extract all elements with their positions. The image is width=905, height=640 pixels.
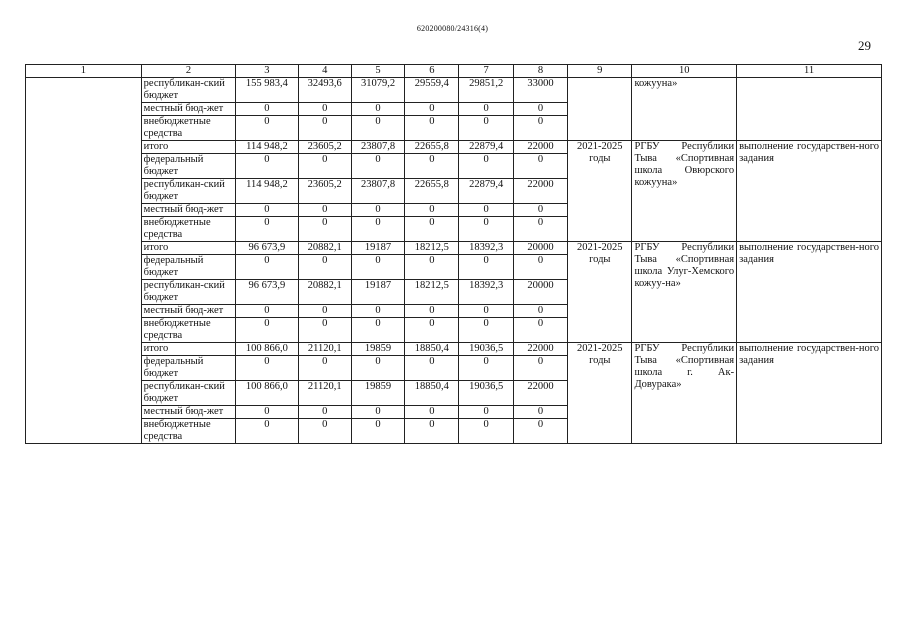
result-cell: выполнение государствен-ного задания [737,242,882,343]
row-label: местный бюд-жет [141,103,236,116]
value-cell: 19187 [351,242,404,255]
value-cell: 0 [513,406,567,419]
period-cell: 2021-2025 годы [568,242,632,343]
value-cell: 0 [513,419,567,444]
row-label: местный бюд-жет [141,204,236,217]
period-cell: 2021-2025 годы [568,141,632,242]
value-cell: 32493,6 [298,78,351,103]
row-label: итого [141,242,236,255]
value-cell: 0 [513,103,567,116]
value-cell: 23605,2 [298,141,351,154]
value-cell: 0 [513,154,567,179]
column-header: 8 [513,65,567,78]
value-cell: 22000 [513,343,567,356]
value-cell: 0 [513,116,567,141]
value-cell: 0 [405,305,459,318]
value-cell: 0 [513,204,567,217]
value-cell: 0 [405,419,459,444]
value-cell: 23807,8 [351,179,404,204]
value-cell: 21120,1 [298,343,351,356]
value-cell: 19036,5 [459,381,513,406]
value-cell: 0 [405,154,459,179]
row-label: итого [141,343,236,356]
value-cell: 0 [236,356,298,381]
value-cell: 0 [513,318,567,343]
column-header: 6 [405,65,459,78]
row-label: республикан-ский бюджет [141,381,236,406]
value-cell: 0 [351,356,404,381]
value-cell: 0 [298,419,351,444]
value-cell: 114 948,2 [236,179,298,204]
value-cell: 18850,4 [405,343,459,356]
value-cell: 0 [351,305,404,318]
column-header: 7 [459,65,513,78]
table-row [26,242,882,255]
result-cell [737,78,882,141]
value-cell: 0 [405,255,459,280]
value-cell: 0 [236,255,298,280]
value-cell: 18212,5 [405,280,459,305]
row-label: внебюджетные средства [141,318,236,343]
value-cell: 0 [459,154,513,179]
row-label: федеральный бюджет [141,356,236,381]
row-label: местный бюд-жет [141,406,236,419]
value-cell: 0 [236,154,298,179]
column-header: 3 [236,65,298,78]
value-cell: 22879,4 [459,141,513,154]
value-cell: 0 [459,255,513,280]
value-cell: 100 866,0 [236,343,298,356]
table-row [26,141,882,154]
value-cell: 19859 [351,343,404,356]
value-cell: 0 [459,356,513,381]
value-cell: 29851,2 [459,78,513,103]
column-header: 9 [568,65,632,78]
value-cell: 22655,8 [405,179,459,204]
result-cell: выполнение государствен-ного задания [737,141,882,242]
column-header: 11 [737,65,882,78]
value-cell: 0 [351,154,404,179]
row-label: итого [141,141,236,154]
table-row [26,78,882,103]
value-cell: 20000 [513,280,567,305]
value-cell: 29559,4 [405,78,459,103]
value-cell: 0 [459,305,513,318]
value-cell: 0 [351,204,404,217]
header-row [26,65,882,78]
value-cell: 0 [459,419,513,444]
value-cell: 114 948,2 [236,141,298,154]
value-cell: 0 [298,116,351,141]
page-number: 29 [858,38,871,53]
value-cell: 0 [513,305,567,318]
value-cell: 96 673,9 [236,242,298,255]
value-cell: 0 [405,406,459,419]
table-body [26,65,882,444]
value-cell: 0 [298,318,351,343]
budget-table [25,64,882,444]
value-cell: 0 [298,356,351,381]
value-cell: 0 [236,103,298,116]
value-cell: 22000 [513,381,567,406]
row-label: внебюджетные средства [141,419,236,444]
value-cell: 0 [236,116,298,141]
value-cell: 0 [459,318,513,343]
value-cell: 0 [405,204,459,217]
value-cell: 0 [298,217,351,242]
executor-cell: РГБУ Республики Тыва «Спортивная школа г. Ак-Довурака» [632,343,737,444]
value-cell: 18212,5 [405,242,459,255]
value-cell: 0 [513,356,567,381]
value-cell: 0 [236,406,298,419]
value-cell: 21120,1 [298,381,351,406]
executor-cell: РГБУ Республики Тыва «Спортивная школа Улуг-Хемского кожуу-на» [632,242,737,343]
row-label: федеральный бюджет [141,154,236,179]
col1-cell [26,78,142,444]
value-cell: 0 [298,103,351,116]
value-cell: 0 [236,204,298,217]
value-cell: 155 983,4 [236,78,298,103]
value-cell: 22000 [513,179,567,204]
value-cell: 0 [298,204,351,217]
value-cell: 31079,2 [351,78,404,103]
value-cell: 100 866,0 [236,381,298,406]
value-cell: 0 [236,318,298,343]
executor-cell: РГБУ Республики Тыва «Спортивная школа Овюрского кожууна» [632,141,737,242]
row-label: республикан-ский бюджет [141,280,236,305]
value-cell: 18392,3 [459,242,513,255]
value-cell: 0 [236,305,298,318]
value-cell: 19859 [351,381,404,406]
row-label: внебюджетные средства [141,217,236,242]
value-cell: 0 [513,255,567,280]
value-cell: 22879,4 [459,179,513,204]
column-header: 2 [141,65,236,78]
value-cell: 0 [236,419,298,444]
value-cell: 0 [236,217,298,242]
value-cell: 0 [459,406,513,419]
value-cell: 0 [298,305,351,318]
value-cell: 0 [513,217,567,242]
row-label: внебюджетные средства [141,116,236,141]
value-cell: 22000 [513,141,567,154]
value-cell: 0 [459,217,513,242]
value-cell: 0 [459,116,513,141]
value-cell: 0 [298,255,351,280]
value-cell: 0 [459,103,513,116]
value-cell: 0 [351,103,404,116]
value-cell: 0 [298,406,351,419]
value-cell: 20882,1 [298,242,351,255]
value-cell: 0 [298,154,351,179]
value-cell: 20000 [513,242,567,255]
column-header: 4 [298,65,351,78]
value-cell: 0 [351,255,404,280]
value-cell: 0 [405,217,459,242]
row-label: федеральный бюджет [141,255,236,280]
value-cell: 0 [351,406,404,419]
value-cell: 18392,3 [459,280,513,305]
row-label: местный бюд-жет [141,305,236,318]
value-cell: 0 [405,356,459,381]
value-cell: 19187 [351,280,404,305]
column-header: 5 [351,65,404,78]
value-cell: 96 673,9 [236,280,298,305]
value-cell: 20882,1 [298,280,351,305]
row-label: республикан-ский бюджет [141,78,236,103]
result-cell: выполнение государствен-ного задания [737,343,882,444]
document-code: 620200080/24316(4) [416,24,489,33]
value-cell: 19036,5 [459,343,513,356]
value-cell: 0 [351,116,404,141]
column-header: 1 [26,65,142,78]
value-cell: 0 [405,103,459,116]
value-cell: 0 [459,204,513,217]
value-cell: 0 [405,318,459,343]
value-cell: 0 [405,116,459,141]
period-cell [568,78,632,141]
value-cell: 22655,8 [405,141,459,154]
executor-cell: кожууна» [632,78,737,141]
value-cell: 23605,2 [298,179,351,204]
row-label: республикан-ский бюджет [141,179,236,204]
value-cell: 33000 [513,78,567,103]
value-cell: 18850,4 [405,381,459,406]
table-row [26,343,882,356]
value-cell: 0 [351,419,404,444]
value-cell: 0 [351,217,404,242]
value-cell: 23807,8 [351,141,404,154]
period-cell: 2021-2025 годы [568,343,632,444]
column-header: 10 [632,65,737,78]
value-cell: 0 [351,318,404,343]
